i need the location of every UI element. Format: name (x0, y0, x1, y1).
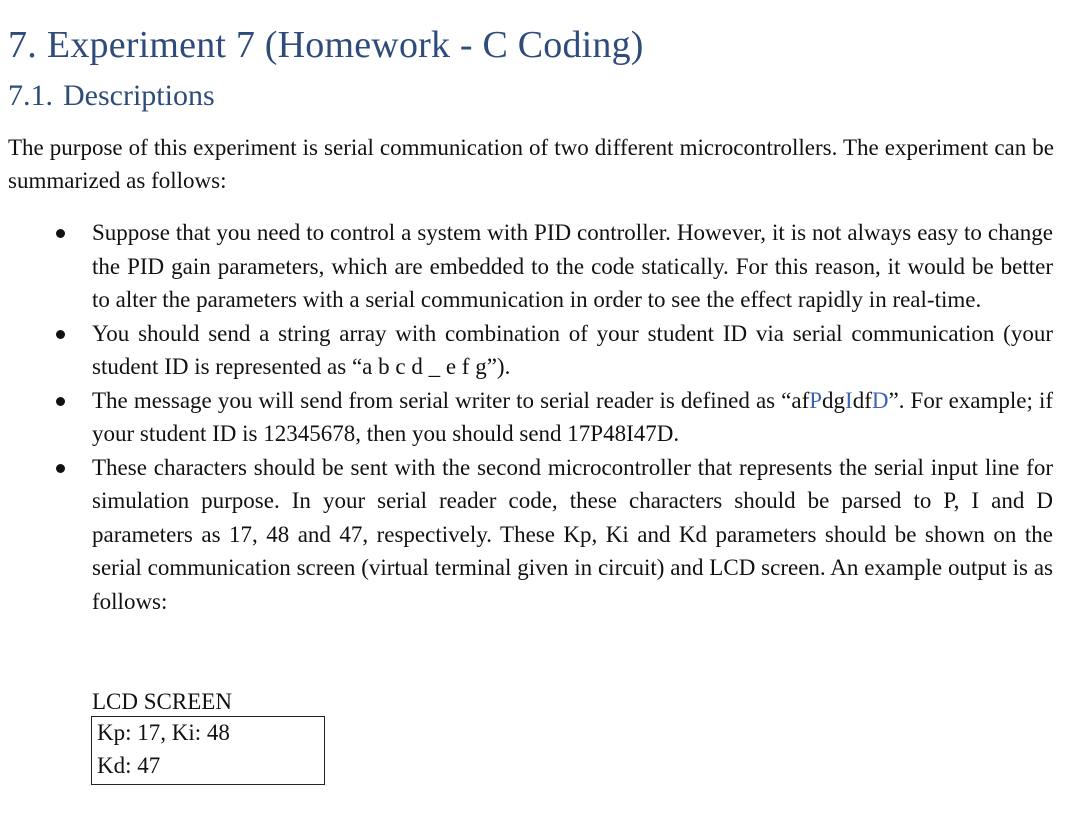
bullet-text: You should send a string array with combination of your student ID via serial communication (your student ID is represented as “a b c d _ e f g”). (92, 320, 1053, 379)
bullet-text (92, 388, 1053, 447)
bullet-text-before: The message you will send from serial writer to serial reader is defined as “af (92, 387, 810, 413)
bullet-icon (56, 229, 65, 238)
bullet-text-after: ”. For example; if your student ID is 12345678, then you should send 17P48I47D. (92, 387, 1053, 446)
subsection-heading (8, 78, 215, 114)
bullet-item (0, 216, 1053, 317)
highlight-i: I (845, 387, 853, 413)
bullet-text-mid: dg (822, 387, 846, 413)
lcd-line-2: Kd: 47 (97, 753, 161, 778)
section-number: 7. (8, 24, 37, 66)
bullet-item (0, 384, 1053, 451)
subsection-number: 7.1. (8, 79, 53, 112)
bullet-text: These characters should be sent with the second microcontroller that represents the serial input line for simulation purpose. In your serial reader code, these characters should be parsed to P, I and D parameters as 17, 48 and 47, respectively. These Kp, Ki and Kd parameters should be shown on the serial communication screen (virtual terminal given in circuit) and LCD screen. An example output is as follows: (92, 454, 1053, 614)
bullet-list (0, 216, 1080, 618)
section-title: Experiment 7 (Homework - C Coding) (46, 24, 644, 66)
subsection-title: Descriptions (63, 79, 215, 112)
lcd-screen (91, 716, 325, 785)
bullet-icon (56, 330, 65, 339)
bullet-text-mid: df (852, 387, 872, 413)
section-heading (8, 22, 644, 68)
bullet-icon (56, 397, 65, 406)
bullet-text: Suppose that you need to control a system with PID controller. However, it is not always easy to change the PID gain parameters, which are embedded to the code statically. For this reason, it would be better to alter the parameters with a serial communication in order to see the effect rapidly in real-time. (92, 220, 1053, 312)
lcd-label: LCD SCREEN (92, 689, 232, 714)
highlight-p: P (809, 387, 823, 413)
bullet-item (0, 317, 1053, 384)
lcd-line-1: Kp: 17, Ki: 48 (97, 720, 230, 745)
bullet-icon (56, 464, 65, 473)
intro-paragraph: The purpose of this experiment is serial communication of two different microcontrollers. The experiment can be summarized as follows: (8, 135, 1054, 193)
highlight-d: D (871, 387, 889, 413)
bullet-item (0, 451, 1053, 619)
